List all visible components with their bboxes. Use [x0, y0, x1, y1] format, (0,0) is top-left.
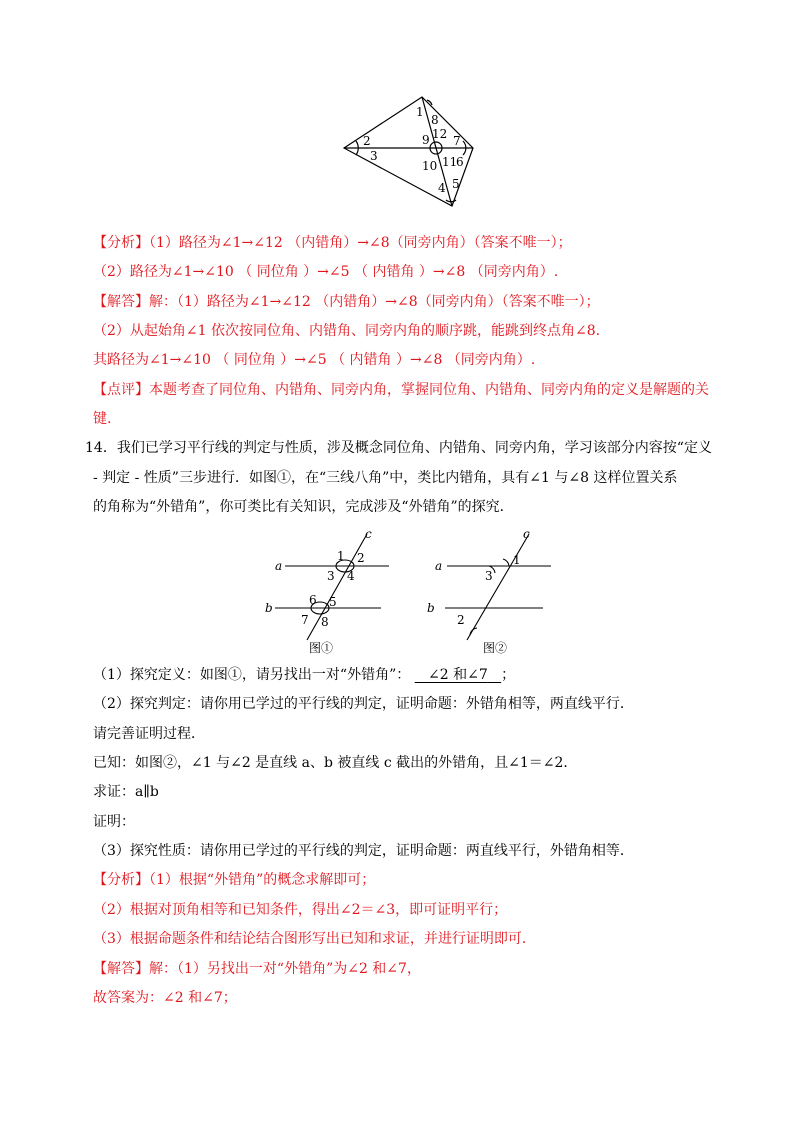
fig1-label-7: 7	[301, 613, 309, 627]
top-label-1: 1	[416, 105, 424, 119]
top-label-5: 5	[452, 177, 460, 191]
comment1-line2: 键.	[93, 411, 112, 427]
fig2-label-a: a	[435, 559, 443, 573]
fig1-label-4: 4	[347, 569, 355, 583]
figure-2	[425, 528, 555, 658]
figure-1	[265, 528, 395, 658]
analysis1-line1: 【分析】（1）路径为∠1→∠12 （内错角）→∠8（同旁内角）（答案不唯一）；	[93, 235, 572, 251]
fig2-label-2: 2	[457, 613, 465, 627]
part1-answer: ∠2 和∠7	[428, 667, 488, 683]
fig1-label-b: b	[265, 601, 273, 615]
top-label-11: 11	[442, 155, 458, 169]
answer-tag: 【解答】	[93, 294, 149, 310]
fig1-caption: 图①	[309, 641, 334, 655]
top-label-10: 10	[422, 159, 438, 173]
fig1-label-8: 8	[321, 615, 329, 629]
fig2-label-3: 3	[485, 569, 493, 583]
top-label-4: 4	[438, 181, 446, 195]
top-label-6: 6	[456, 155, 464, 169]
part2-line4: 求证：a∥b	[93, 784, 159, 800]
fig1-label-3: 3	[327, 569, 335, 583]
answer1-line1: 【解答】解：（1）路径为∠1→∠12 （内错角）→∠8（同旁内角）（答案不唯一）；	[93, 294, 600, 310]
analysis2-tag: 【分析】	[93, 872, 149, 888]
fig1-label-1: 1	[337, 549, 345, 563]
q14-line3: 的角称为“外错角”，你可类比有关知识，完成涉及“外错角”的探究．	[93, 499, 514, 515]
part2-line1: （2）探究判定：请你用已学过的平行线的判定，证明命题：外错角相等，两直线平行．	[93, 696, 634, 712]
top-label-9: 9	[422, 133, 430, 147]
top-label-12: 12	[432, 127, 448, 141]
analysis2-line3: （3）根据命题条件和结论结合图形写出已知和求证，并进行证明即可．	[93, 931, 536, 947]
fig1-label-a: a	[275, 559, 283, 573]
comment1-line1: 【点评】本题考查了同位角、内错角、同旁内角，掌握同位角、内错角、同旁内角的定义是解题的关	[93, 382, 709, 398]
top-label-7: 7	[453, 134, 461, 148]
top-label-8: 8	[431, 113, 439, 127]
part2-line3: 已知：如图②，∠1 与∠2 是直线 a、b 被直线 c 截出的外错角，且∠1＝∠2．	[93, 755, 578, 771]
answer2-line1: 【解答】解：（1）另找出一对“外错角”为∠2 和∠7，	[93, 961, 421, 977]
analysis1-line2: （2）路径为∠1→∠10 （ 同位角 ）→∠5 （ 内错角 ）→∠8 （同旁内角）.	[93, 264, 559, 280]
comment-tag: 【点评】	[93, 382, 149, 398]
q14-line2: - 判定 - 性质”三步进行．如图①，在“三线八角”中，类比内错角，具有∠1 与∠8 这样位置关系	[93, 470, 678, 486]
part3-line1: （3）探究性质：请你用已学过的平行线的判定，证明命题：两直线平行，外错角相等．	[93, 843, 634, 859]
fig1-label-2: 2	[357, 551, 365, 565]
part2-line5: 证明：	[93, 814, 135, 830]
fig1-label-6: 6	[309, 593, 317, 607]
fig2-label-b: b	[427, 601, 435, 615]
answer1-line2: （2）从起始角∠1 依次按同位角、内错角、同旁内角的顺序跳，能跳到终点角∠8.	[93, 323, 601, 339]
answer2-tag: 【解答】	[93, 961, 149, 977]
fig2-caption: 图②	[483, 641, 508, 655]
fig2-label-1: 1	[513, 553, 521, 567]
answer1-line3: 其路径为∠1→∠10 （ 同位角 ）→∠5 （ 内错角 ）→∠8 （同旁内角）.	[93, 352, 536, 368]
top-label-2: 2	[363, 134, 371, 148]
analysis-tag: 【分析】	[93, 235, 149, 251]
top-figure	[330, 88, 490, 213]
analysis2-line2: （2）根据对顶角相等和已知条件，得出∠2＝∠3，即可证明平行；	[93, 902, 508, 918]
part1-line: （1）探究定义：如图①，请另找出一对“外错角”： ∠2 和∠7 ；	[93, 667, 516, 683]
top-label-3: 3	[370, 149, 378, 163]
fig1-label-c: c	[365, 527, 372, 541]
part2-line2: 请完善证明过程．	[93, 726, 205, 742]
fig2-label-c: c	[523, 527, 530, 541]
q14-line1: 14．我们已学习平行线的判定与性质，涉及概念同位角、内错角、同旁内角，学习该部分内容按“定义	[85, 440, 712, 456]
fig1-label-5: 5	[329, 595, 337, 609]
answer2-line2: 故答案为：∠2 和∠7；	[93, 990, 237, 1006]
analysis2-line1: 【分析】（1）根据“外错角”的概念求解即可；	[93, 872, 376, 888]
